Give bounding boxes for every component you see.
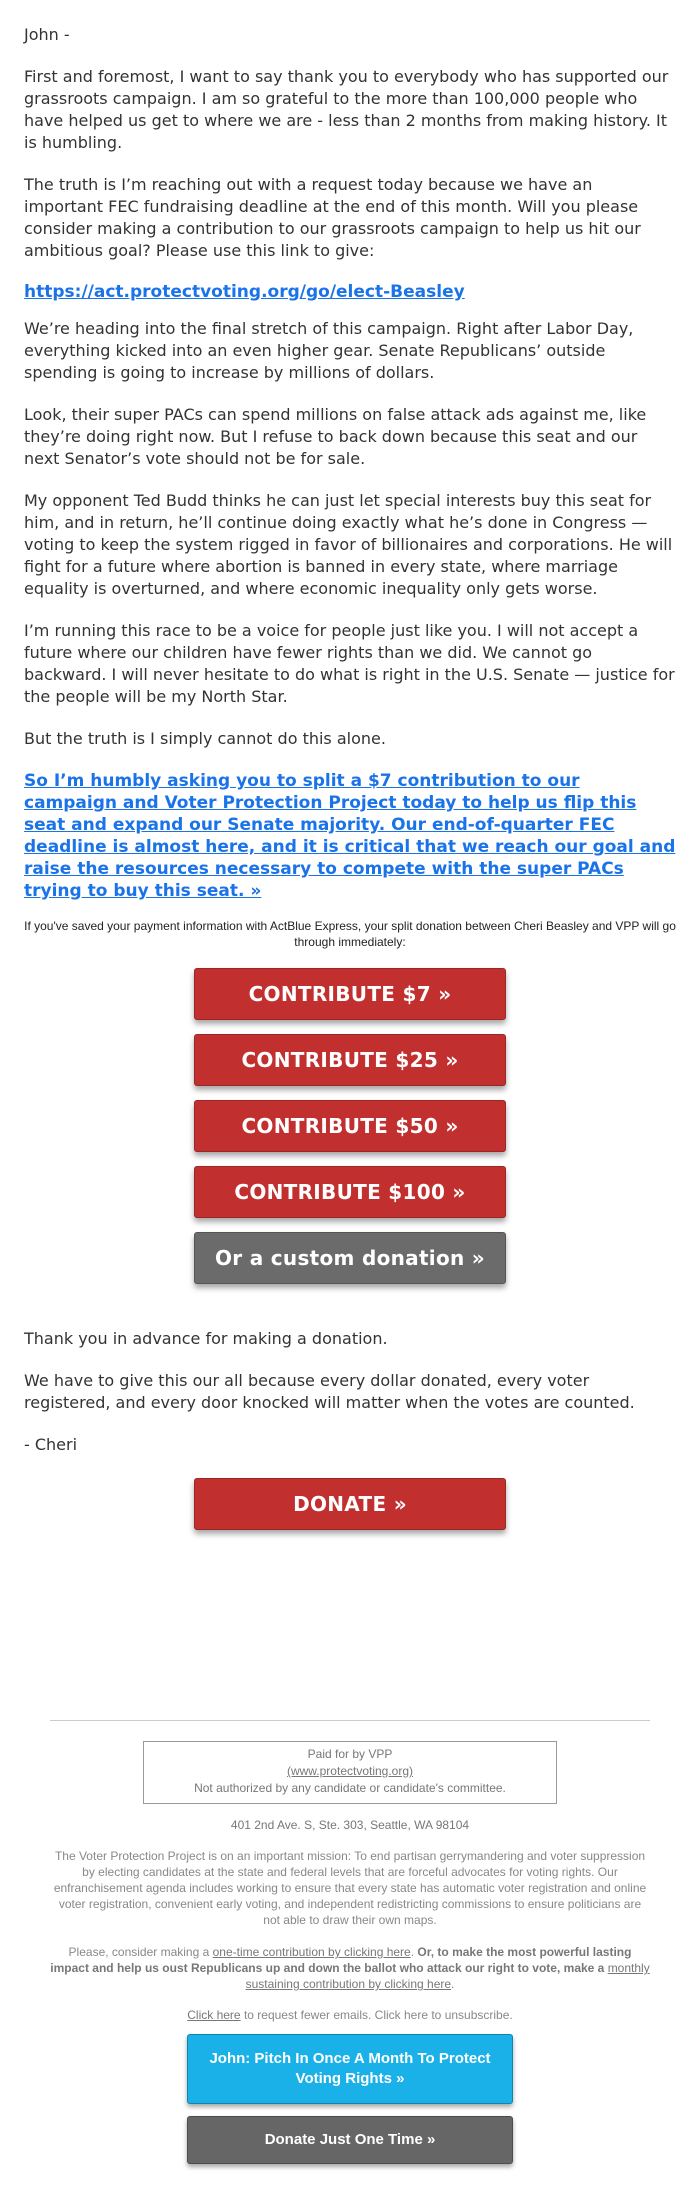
footer-buttons <box>50 2034 650 2176</box>
contribute-buttons <box>24 968 676 1298</box>
paragraph-final-stretch: We’re heading into the final stretch of this campaign. Right after Labor Day, everything kicked into an even higher gear. Senate Republicans’ outside spending is going to increase by millions of dollars. <box>24 319 634 382</box>
closing-all-in: We have to give this our all because every dollar donated, every voter registered, and every door knocked will matter when the votes are counted. <box>24 1371 635 1412</box>
paragraph-request: The truth is I’m reaching out with a request today because we have an important FEC fundraising deadline at the end of this month. Will you please consider making a contribution to our grassroots campaign to help us hit our ambitious goal? Please use this link to give: <box>24 175 641 260</box>
donation-link[interactable]: https://act.protectvoting.org/go/elect-Beasley <box>24 282 465 302</box>
ask-link[interactable]: So I’m humbly asking you to split a $7 contribution to our campaign and Voter Protection Project today to help us flip this seat and expand our Senate majority. Our end-of-quarter FEC deadline is almost here, and it is critical that we reach our goal and raise the resources necessary to compete with the super PACs trying to buy this seat. » <box>24 771 676 901</box>
paragraph-super-pacs: Look, their super PACs can spend millions on false attack ads against me, like they’re doing right now. But I refuse to back down because this seat and our next Senator’s vote should not be for sale. <box>24 405 647 468</box>
mission-text: The Voter Protection Project is on an important mission: To end partisan gerrymandering and voter suppression by electing candidates at the state and federal levels that are forceful advocates for voting rights. Our enfranchisement agenda includes working to ensure that every state has automatic voter registration and online voter registration, convenient early voting, and independent redistricting commissions to ensure politicians are not able to draw their own maps. <box>53 1849 647 1927</box>
contribute-7-button[interactable]: CONTRIBUTE $7 » <box>194 968 506 1020</box>
consider-text: Please, consider making a one-time contribution by clicking here. Or, to make the most powerful lasting impact and help us oust Republicans up and down the ballot who attack our right to vote, make a monthly sustaining contribution by clicking here. <box>50 1945 650 1991</box>
signature: - Cheri <box>24 1435 78 1454</box>
paid-for-text: Paid for by VPP <box>307 1747 393 1761</box>
website-link[interactable]: (www.protectvoting.org) <box>286 1764 414 1778</box>
closing-thanks: Thank you in advance for making a donation. <box>24 1329 388 1348</box>
not-authorized-text: Not authorized by any candidate or candidate's committee. <box>194 1781 506 1795</box>
unsubscribe-text: Click here to request fewer emails. Click here to unsubscribe. <box>187 2008 513 2022</box>
custom-donation-button[interactable]: Or a custom donation » <box>194 1232 506 1284</box>
greeting: John - <box>24 25 70 44</box>
paid-for-box <box>143 1741 557 1804</box>
fewer-emails-link[interactable]: Click here <box>187 2008 241 2022</box>
contribute-100-button[interactable]: CONTRIBUTE $100 » <box>194 1166 506 1218</box>
donate-wrap <box>24 1478 676 1544</box>
footer <box>50 1720 650 2176</box>
paragraph-opponent: My opponent Ted Budd thinks he can just let special interests buy this seat for him, and in return, he’ll continue doing exactly what he’s done in Congress — voting to keep the system rigged in favor of billionaires and corporations. He will fight for a future where abortion is banned in every state, where marriage equality is overturned, and where economic inequality only gets worse. <box>24 491 673 598</box>
contribute-25-button[interactable]: CONTRIBUTE $25 » <box>194 1034 506 1086</box>
monthly-donation-button[interactable]: John: Pitch In Once A Month To Protect Voting Rights » <box>187 2034 513 2104</box>
contribute-50-button[interactable]: CONTRIBUTE $50 » <box>194 1100 506 1152</box>
paragraph-alone: But the truth is I simply cannot do this alone. <box>24 729 386 748</box>
one-time-donation-button[interactable]: Donate Just One Time » <box>187 2116 513 2164</box>
paragraph-voice: I’m running this race to be a voice for people just like you. I will not accept a future where our children have fewer rights than we did. We cannot go backward. I will never hesitate to do what is right in the U.S. Senate — justice for the people will be my North Star. <box>24 621 675 706</box>
donate-button[interactable]: DONATE » <box>194 1478 506 1530</box>
one-time-contribution-link[interactable]: one-time contribution by clicking here <box>212 1945 411 1959</box>
email-body <box>24 24 676 1544</box>
paragraph-thanks: First and foremost, I want to say thank you to everybody who has supported our grassroots campaign. I am so grateful to the more than 100,000 people who have helped us get to where we are - less than 2 months from making history. It is humbling. <box>24 67 669 152</box>
monthly-contribution-link[interactable]: monthly sustaining contribution by clicking here <box>245 1961 650 1991</box>
actblue-note: If you've saved your payment information with ActBlue Express, your split donation between Cheri Beasley and VPP will go through immediately: <box>24 919 676 949</box>
address: 401 2nd Ave. S, Ste. 303, Seattle, WA 98104 <box>230 1818 470 1832</box>
